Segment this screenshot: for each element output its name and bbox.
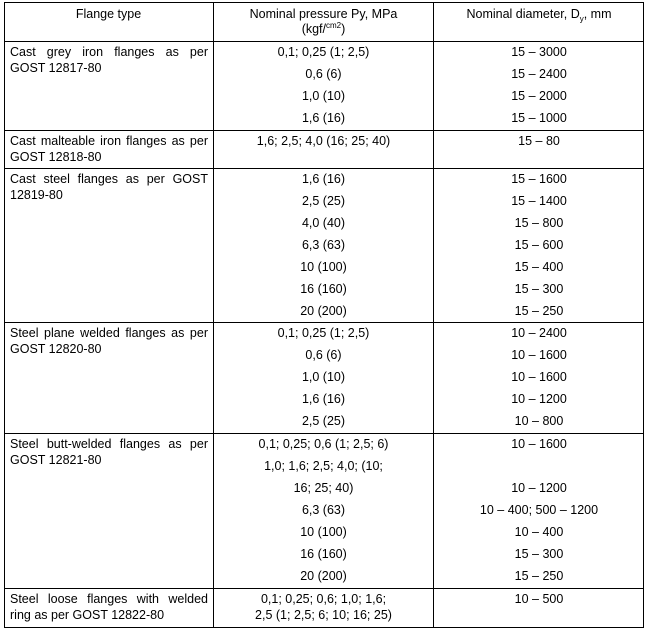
pressure-cell: 0,1; 0,25 (1; 2,5) (277, 45, 370, 59)
header-diameter: Nominal diameter, $D_y$, mm (466, 7, 612, 24)
pressure-cell: 16 (160) (300, 282, 347, 296)
pressure-cell: 0,6 (6) (305, 348, 342, 362)
pressure-cell: 20 (200) (300, 569, 347, 583)
diameter-cell: 15 – 1400 (511, 194, 567, 208)
pressure-cell: 1,6; 2,5; 4,0 (16; 25; 40) (256, 134, 391, 148)
header-pressure (214, 6, 433, 37)
pressure-cell: 1,0; 1,6; 2,5; 4,0; (10; (264, 459, 383, 473)
pressure-cell: 10 (100) (300, 260, 347, 274)
diameter-cell: 10 – 1200 (511, 481, 567, 495)
header-pressure-line2: (kgf/$^{cm2}$) (301, 20, 346, 36)
pressure-cell: 10 (100) (300, 525, 347, 539)
header-pressure-line1: Nominal pressure Py, MPa (249, 7, 398, 21)
diameter-cell: 15 – 300 (514, 547, 564, 561)
diameter-cell: 15 – 1000 (511, 111, 567, 125)
diameter-cell: 15 – 3000 (511, 45, 567, 59)
diameter-cell: 15 – 400 (514, 260, 564, 274)
pressure-cell: 2,5 (1; 2,5; 6; 10; 16; 25) (255, 608, 392, 622)
pressure-cell: 4,0 (40) (301, 216, 346, 230)
pressure-cell: 1,0 (10) (301, 370, 346, 384)
pressure-cell: 1,6 (16) (301, 392, 346, 406)
pressure-cell: 0,1; 0,25; 0,6; 1,0; 1,6; (260, 592, 387, 606)
diameter-cell: 15 – 300 (514, 282, 564, 296)
diameter-cell: 15 – 1600 (511, 172, 567, 186)
pressure-cell: 1,6 (16) (301, 111, 346, 125)
diameter-cell: 10 – 2400 (511, 326, 567, 340)
diameter-cell: 10 – 1600 (511, 437, 567, 451)
pressure-cell: 6,3 (63) (301, 238, 346, 252)
flange-type-cast-steel: Cast steel flanges as per GOST 12819-80 (10, 172, 208, 202)
diameter-cell: 15 – 600 (514, 238, 564, 252)
pressure-cell: 0,6 (6) (305, 67, 342, 81)
diameter-cell: 15 – 2400 (511, 67, 567, 81)
pressure-cell: 6,3 (63) (301, 503, 346, 517)
pressure-cell: 1,6 (16) (301, 172, 346, 186)
pressure-cell: 16 (160) (300, 547, 347, 561)
pressure-cell: 16; 25; 40) (293, 481, 354, 495)
flange-type-cast-grey-iron: Cast grey iron flanges as per GOST 12817-80 (10, 45, 208, 75)
diameter-cell: 10 – 400; 500 – 1200 (479, 503, 599, 517)
flange-table (4, 2, 644, 628)
diameter-cell: 10 – 1600 (511, 348, 567, 362)
diameter-cell: 10 – 500 (514, 592, 564, 606)
pressure-cell: 2,5 (25) (301, 194, 346, 208)
flange-type-steel-loose: Steel loose flanges with welded ring as per GOST 12822-80 (10, 592, 208, 622)
flange-type-steel-plane-welded: Steel plane welded flanges as per GOST 12820-80 (10, 326, 208, 356)
diameter-cell: 10 – 1600 (511, 370, 567, 384)
diameter-cell: 15 – 800 (514, 216, 564, 230)
header-flange-type: Flange type (75, 7, 142, 21)
diameter-cell: 15 – 250 (514, 569, 564, 583)
diameter-cell: 15 – 250 (514, 304, 564, 318)
pressure-cell: 20 (200) (300, 304, 347, 318)
diameter-cell: 15 – 2000 (511, 89, 567, 103)
diameter-cell: 10 – 800 (514, 414, 564, 428)
diameter-cell: 10 – 1200 (511, 392, 567, 406)
pressure-cell: 0,1; 0,25; 0,6 (1; 2,5; 6) (258, 437, 389, 451)
pressure-cell: 2,5 (25) (301, 414, 346, 428)
pressure-cell: 0,1; 0,25 (1; 2,5) (277, 326, 370, 340)
flange-type-cast-malteable-iron: Cast malteable iron flanges as per GOST 12818-80 (10, 134, 208, 164)
diameter-cell: 10 – 400 (514, 525, 564, 539)
pressure-cell: 1,0 (10) (301, 89, 346, 103)
flange-type-steel-butt-welded: Steel butt-welded flanges as per GOST 12821-80 (10, 437, 208, 467)
diameter-cell: 15 – 80 (518, 134, 560, 148)
